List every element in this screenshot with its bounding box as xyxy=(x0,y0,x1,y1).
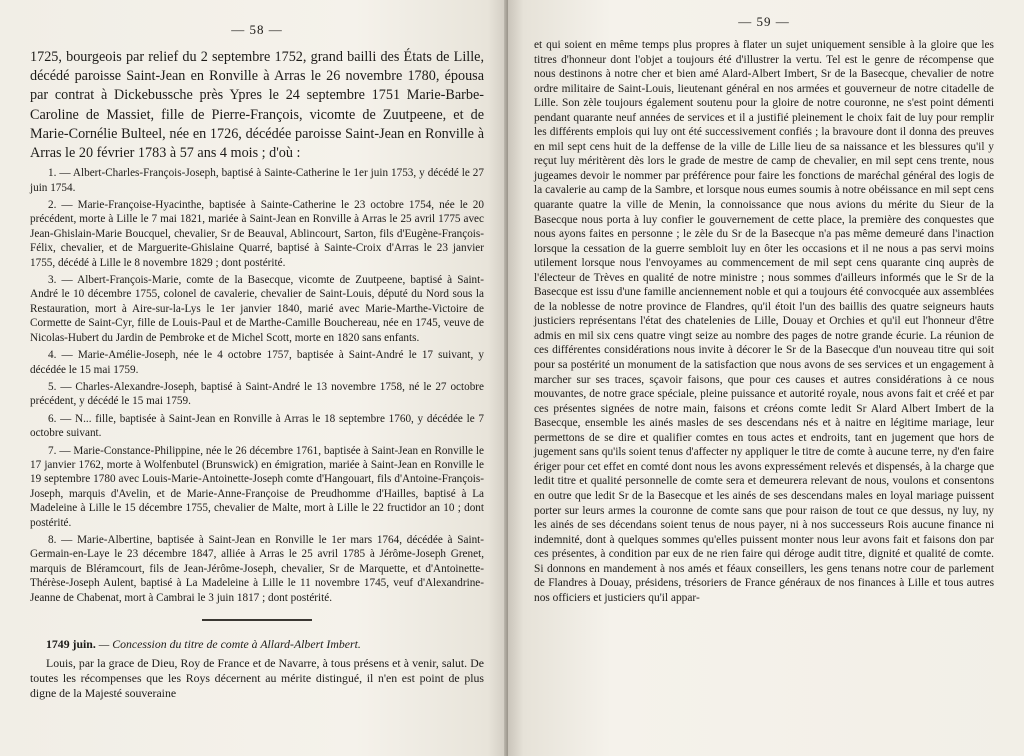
section-separator xyxy=(202,619,312,621)
entry-5: 5. — Charles-Alexandre-Joseph, baptisé à Saint-André le 13 novembre 1758, né le 27 octobre précédent, y décédé le 15 mai 1759. xyxy=(30,380,484,408)
entry-3: 3. — Albert-François-Marie, comte de la Basecque, vicomte de Zuutpeene, baptisé à Saint-André le 10 décembre 1755, colonel de cavalerie, chevalier de Saint-Louis, député du Nord sous la Restauration, mort à Aire-sur-la-Lys le 1er janvier 1840, marié avec Marie-Marthe-Victoire de Cormette de Saint-Cyr, fille de Louis-Paul et de Marthe-Camille Bouchereau, née en 1745, veuve de Nicolas-Hubert du Jardin de Pembroke et de Michel Scott, morte en 1820 sans enfants. xyxy=(30,274,484,344)
heading-text: — Concession du titre de comte à Allard-Albert Imbert. xyxy=(98,637,361,651)
entry-1: 1. — Albert-Charles-François-Joseph, baptisé à Sainte-Catherine le 1er juin 1753, y décédé le 27 juin 1754. xyxy=(30,167,484,194)
left-page xyxy=(0,0,508,756)
right-page xyxy=(508,0,1024,756)
letter-body: et qui soient en même temps plus propres à flater un sujet uniquement sensible à la gloire que les titres d'honneur dont l'objet a toujours été d'illustrer la vertu. Tel est le genre de récompense que nous destinons à notre cher et bien amé Alard-Albert Imbert, Sr de la Basecque, chevalier de notre ordre militaire de Saint-Louis, lieutenant général en nos armées et gouverneur de notre citadelle de Lille. Son zèle toujours également soutenu pour la gloire de notre couronne, ne s'est point démenti pendant quarante neuf années de services et il a justifié pleinement le choix fait de luy pour remplir les différents emplois qui luy ont été successivement confiés ; la bravoure dont il donna des preuves en mil sept cens huit de la deffense de la ville de Lille lieu de sa naissance et les blessures qu'il y reçut luy méritèrent dès lors le grade de mestre de camp de chevalier, en mil sept cens trente, nous jugeames devoir le nommer par préférence pour faire les fonctions de maréchal général des logis de la cavalerie au camp de la Sambre, et lorsque nous eumes soumis à notre obéissance en mil sept cens quarante quatre la ville de Menin, la connoissance que nous avions du mérite du Sieur de la Basecque nous porta à luy confier le gouvernement de cette place, la première des conquestes que nous ayons faites en personne ; le zèle du Sr de la Basecque n'a pas même demeuré dans l'inaction lorsque la cessation de la guerre sembloit luy en ôter les occasions et il ne nous a pas servi moins utilement lorsque nous l'envoyames au commencement de mil sept cens quarante cinq auprès de l'électeur de Trèves en qualité de notre ministre ; nous sommes d'ailleurs informés que le Sr de la Basecque est issu d'une famille anciennement noble et qui a toujours été convocquée aux assemblées de la noblesse de notre province de Flandres, qu'il étoit l'un des baillis des quatre seigneurs hauts justiciers représentans l'état des chatelenies de Lille, Douay et Orchies et qu'il eut l'honneur d'être admis en mil six cens quatre vingt seize au nombre des pages de notre grande écurie. La réunion de ces différentes considérations nous invite à décorer le Sr de la Basecque d'un nouveau titre qui soit pour sa postérité un monument de la satisfaction que nous avons de ses services et un engagement à marcher sur ses traces, sçavoir faisons, que pour ces causes et autres considérations à ce nous mouvantes, de notre grace spéciale, pleine puissance et autorité royale, nous avons fait et créé et par ces présentes signées de notre main, faisons et créons comte ledit Sr Alard Albert Imbert de la Basecque, ensemble les ainés masles de ses descendans nés et à naitre en légitime mariage, leur permettons de se dire et qualifier comtes en tous actes et endroits, tant en jugement que hors de jugement sans qu'ils soient tenus d'affecter ny appliquer le titre de comte à aucune terre, ny d'en faire ériger pour cet effet en comté dont nous les avons expressément relevés et dispensés, à la charge que ledit titre et qualité personnelle de comte sera et demeurera relevant de nous, voulons et consentons en outre que ledit Sr de la Basecque et les ainés de ses descendans males en loyal mariage puissent porter sur leurs armes la couronne de comte sans que pour raison de tout ce que dessus, ny luy, ny les ainés de ses décendans soient tenus de nous payer, ni à nos successeurs Rois aucune finance ni indemnité, dont à quelques sommes qu'elles puissent monter nous leur avons fait et faisons don par ces présentes, à condition par eux de ne rien faire qui déroge audit titre, dignité et qualité de comte. Si donnons en mandement à nos amés et féaux conseillers, les gens tenans notre cour de parlement de Flandres à Douay, présidens, trésoriers de France généraux de nos finances à Lille et tous autres nos officiers et justiciers qu'il appar- xyxy=(534,39,994,604)
entry-4: 4. — Marie-Amélie-Joseph, née le 4 octobre 1757, baptisée à Saint-André le 17 suivant, y décédée le 15 mai 1759. xyxy=(30,349,484,376)
entry-2: 2. — Marie-Françoise-Hyacinthe, baptisée à Sainte-Catherine le 23 octobre 1754, née le 20 précédent, morte à Lille le 7 mai 1821, mariée à Saint-Jean en Ronville à Arras le 25 avril 1775 avec Jean-Ghislain-Marie Boucquel, chevalier, Sr de Beauval, Ablincourt, Sarton, fils d'Eugène-François-Félix, chevalier, et de Marguerite-Ghislaine Quarré, baptisé à Sainte-Croix d'Arras le 23 janvier 1755, décédé à Lille le 8 novembre 1829 ; dont postérité. xyxy=(30,199,484,269)
letter-opening: Louis, par la grace de Dieu, Roy de France et de Navarre, à tous présens et à venir, salut. De toutes les récompenses que les Roys décernent au mérite distingué, il n'en est point de plus digne de la Majesté souveraine xyxy=(30,656,484,701)
heading-date: 1749 juin. xyxy=(46,637,96,651)
page-number-58: — 58 — xyxy=(231,22,283,37)
entry-6: 6. — N... fille, baptisée à Saint-Jean en Ronville à Arras le 18 septembre 1760, y décédée le 7 octobre suivant. xyxy=(30,412,484,440)
intro-paragraph: 1725, bourgeois par relief du 2 septembre 1752, grand bailli des États de Lille, décédé paroisse Saint-Jean en Ronville à Arras le 26 novembre 1780, épousa par contrat à Dickebussche près Ypres le 24 septembre 1751 Marie-Barbe-Caroline de Massiet, fille de Pierre-François, vicomte de Zuutpeene, et de Marie-Cornélie Bulteel, née en 1726, décédée paroisse Saint-Jean en Ronville à Arras le 20 février 1783 à 57 ans 4 mois ; d'où : xyxy=(30,49,484,162)
entry-8: 8. — Marie-Albertine, baptisée à Saint-Jean en Ronville le 1er mars 1764, décédée à Saint-Germain-en-Laye le 23 décembre 1847, alliée à Arras le 25 avril 1785 à Jérôme-Joseph Grenet, marquis de Bléramcourt, fils de Jean-Jérôme-Joseph, chevalier, Sr de Marquette, et d'Antoinette-Thérèse-Joseph Aulent, baptisé à La Madeleine à Lille le 11 novembre 1745, veuf d'Alexandrine-Jeanne de Chabenat, mort à Cambrai le 3 juin 1817 ; dont postérité. xyxy=(30,533,484,604)
entry-7: 7. — Marie-Constance-Philippine, née le 26 décembre 1761, baptisée à Saint-Jean en Ronville le 17 janvier 1762, morte à Wolfenbutel (Brunswick) en émigration, mariée à Saint-Jean en Ronville le 19 septembre 1780 avec Louis-Marie-Antoinette-Joseph comte d'Hangouart, fils d'Antoine-François-Joseph, marquis d'Avelin, et de Marie-Anne-Françoise de Preudhomme d'Hailles, baptisé à La Madeleine à Lille le 15 décembre 1755, chevalier de Malte, mort à Lille le 22 fructidor an 10 ; dont postérité. xyxy=(30,444,484,529)
section-heading xyxy=(30,637,484,652)
page-number-59: — 59 — xyxy=(738,14,790,29)
